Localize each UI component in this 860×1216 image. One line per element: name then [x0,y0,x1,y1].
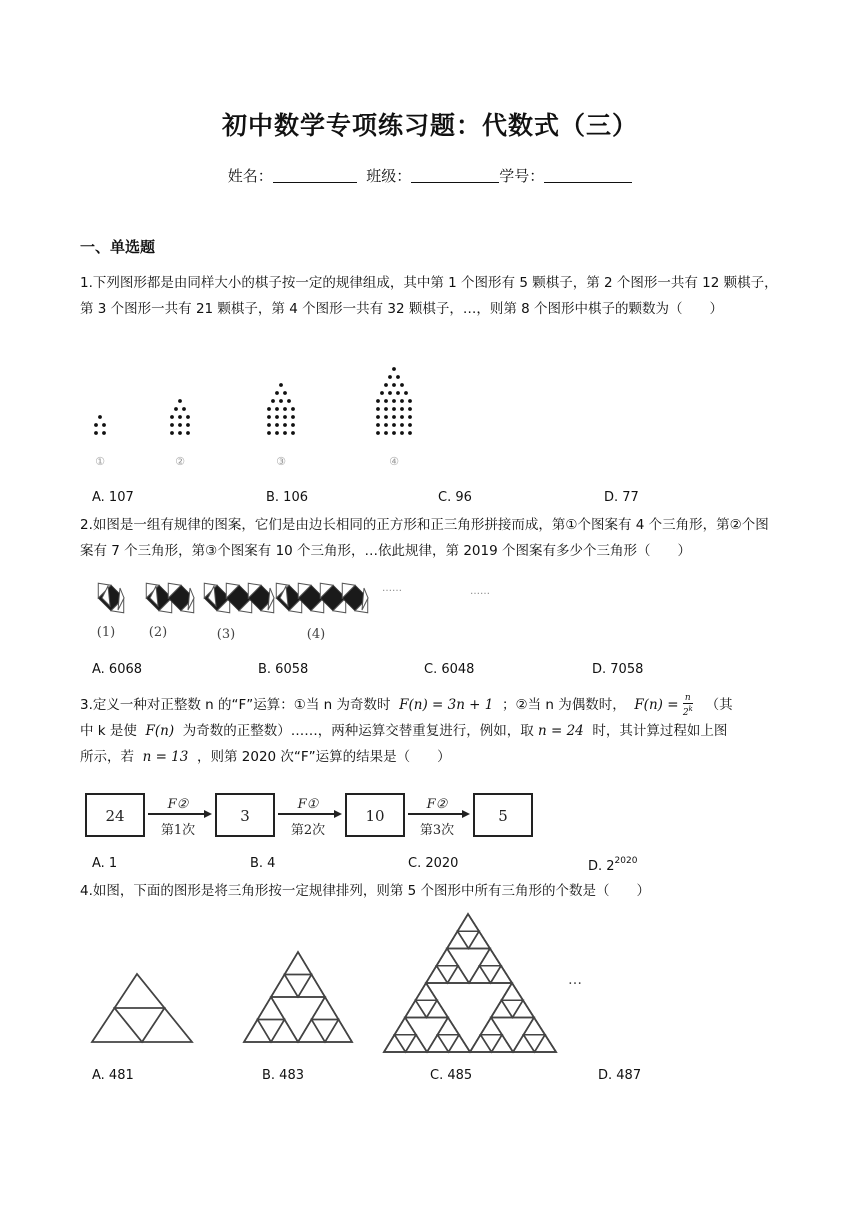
arrow-label-bottom: 第3次 [419,823,455,838]
triangle-shape [271,975,298,998]
triangle-shape [469,931,491,948]
chess-piece-dot [267,415,271,419]
chess-piece-dot [396,375,400,379]
triangle-shape [285,952,312,975]
chess-piece-dot [291,431,295,435]
triangle-shape [92,1008,142,1042]
chess-piece-dot [408,399,412,403]
triangle-shape [492,1035,514,1052]
q4-option-a[interactable]: A. 481 [92,1068,134,1083]
triangle-shape [312,1020,339,1043]
chess-piece-dot [392,367,396,371]
question-2-figure [88,576,490,646]
chess-piece-dot [267,423,271,427]
triangle-shape [469,966,491,983]
chess-piece-dot [271,399,275,403]
chess-piece-dot [283,431,287,435]
triangle-shape [285,975,312,998]
triangle-shape [426,966,448,983]
chess-piece-dot [186,423,190,427]
chess-piece-dot [182,407,186,411]
q3-text: ，则第 2020 次“F”运算的结果是（ ） [196,749,451,765]
chess-piece-dot [408,431,412,435]
triangle-shape [470,1035,492,1052]
arrow-label-bottom: 第2次 [290,823,326,838]
q3-text: 所示，若 [80,749,134,765]
flow-box-value: 24 [105,807,125,825]
chess-piece-dot [94,431,98,435]
q3-option-b[interactable]: B. 4 [250,856,276,871]
triangle-shape [312,997,339,1020]
triangle-shape [458,931,480,948]
q3-formula: F(n) [145,723,175,739]
chess-piece-dot [400,399,404,403]
q4-option-c[interactable]: C. 485 [430,1068,473,1083]
figure-ellipsis: …… [470,586,490,597]
q2-option-a[interactable]: A. 6068 [92,662,143,677]
q2-option-d[interactable]: D. 7058 [592,662,644,677]
id-blank [544,168,632,183]
chess-piece-dot [400,383,404,387]
triangle-shape [448,966,470,983]
triangle-shape [395,1035,417,1052]
chess-piece-dot [283,391,287,395]
q1-option-a[interactable]: A. 107 [92,490,134,505]
chess-piece-dot [275,407,279,411]
triangle-shape [298,1020,325,1043]
chess-piece-dot [384,407,388,411]
chess-piece-dot [400,423,404,427]
flow-box-value: 5 [498,807,508,825]
arrow-head [462,810,470,818]
chess-piece-dot [376,431,380,435]
question-3-line-3 [80,744,800,770]
q3-formula-even: F(n) = [634,697,679,713]
chess-piece-dot [174,407,178,411]
chess-piece-dot [384,383,388,387]
q3-text: 中 k 是使 [80,723,137,739]
student-info-line [0,165,860,186]
triangle-shape [258,997,285,1020]
flow-box-value: 3 [240,807,250,825]
chess-piece-dot [392,407,396,411]
question-4-text: 4.如图，下面的图形是将三角形按一定规律排列，则第 5 个图形中所有三角形的个数是（ ） [80,883,651,899]
triangle-shape [115,974,165,1008]
q3-text: 为奇数的正整数）……，两种运算交替重复进行，例如，取 [182,723,534,739]
fraction-denominator: 2 [682,707,689,718]
triangle-shape [416,983,438,1000]
triangle-shape [406,1035,428,1052]
triangle-shape [524,1018,546,1035]
chess-piece-dot [384,415,388,419]
chess-piece-dot [376,423,380,427]
chess-piece-dot [396,391,400,395]
triangle-shape [244,1020,271,1043]
arrow-label-top: F② [167,797,189,812]
chess-piece-dot [186,415,190,419]
triangle-shape [480,949,502,966]
chess-piece-dot [408,407,412,411]
triangle-shape [535,1035,557,1052]
q4-option-b[interactable]: B. 483 [262,1068,304,1083]
chess-piece-dot [408,423,412,427]
chess-piece-dot [170,431,174,435]
chess-piece-dot [400,431,404,435]
question-1-text: 1.下列图形都是由同样大小的棋子按一定的规律组成，其中第 1 个图形有 5 颗棋子，第 2 个图形一共有 12 颗棋子，第 3 个图形一共有 21 颗棋子，第 4 个图形一共有 32 颗棋子，…，则第 8 个图形中棋子的颗数为（ ） [80,275,778,317]
chess-piece-dot [384,431,388,435]
figure-label: (1) [96,625,116,640]
q3-formula: n = 13 [142,749,189,765]
figure-label: ③ [276,455,286,468]
q4-option-d[interactable]: D. 487 [598,1068,642,1083]
triangle-shape [524,1035,546,1052]
q1-option-c[interactable]: C. 96 [438,490,472,505]
chess-piece-dot [178,423,182,427]
q3-text: （其 [705,697,733,713]
class-blank [411,168,499,183]
triangle-shape [427,1035,449,1052]
chess-piece-dot [170,423,174,427]
chess-piece-dot [400,407,404,411]
page-title: 初中数学专项练习题：代数式（三） [221,111,638,140]
arrow-label-top: F② [426,797,448,812]
triangle-shape [271,1020,298,1043]
arrow-label-top: F① [297,797,319,812]
flow-box-value: 10 [365,807,385,825]
chess-piece-dot [178,431,182,435]
chess-piece-dot [102,423,106,427]
class-label: 班级： [366,167,412,185]
triangle-shape [480,966,502,983]
chess-piece-dot [376,407,380,411]
triangle-shape [258,1020,285,1043]
chess-piece-dot [380,391,384,395]
fraction-numerator: n [683,693,693,704]
triangle-shape [325,1020,352,1043]
triangle-shape [447,931,469,948]
chess-piece-dot [392,415,396,419]
chess-piece-dot [404,391,408,395]
q2-option-c[interactable]: C. 6048 [424,662,475,677]
chess-piece-dot [388,375,392,379]
q3-option-a[interactable]: A. 1 [92,856,118,871]
chess-piece-dot [283,423,287,427]
chess-piece-dot [376,399,380,403]
triangle-shape [438,1018,460,1035]
chess-piece-dot [283,415,287,419]
chess-piece-dot [291,423,295,427]
chess-piece-dot [279,399,283,403]
chess-piece-dot [376,415,380,419]
q3-text: 3.定义一种对正整数 n 的“F”运算：①当 n 为奇数时 [80,697,391,713]
triangle-shape [142,1008,192,1042]
chess-piece-dot [98,415,102,419]
triangle-shape [502,983,524,1000]
figure-label: (3) [216,627,236,642]
chess-piece-dot [178,399,182,403]
chess-piece-dot [170,415,174,419]
chess-piece-dot [388,391,392,395]
triangle-shape [384,1035,406,1052]
q3-option-c[interactable]: C. 2020 [408,856,459,871]
triangle-shape [481,1035,503,1052]
triangle-shape [437,949,459,966]
triangle-shape [491,1000,513,1017]
chess-piece-dot [102,431,106,435]
section-heading: 一、单选题 [80,238,156,256]
q3-text: 时，其计算过程如上图 [592,723,728,739]
triangle-shape [405,1000,427,1017]
chess-piece-dot [267,431,271,435]
triangle-shape [513,1000,535,1017]
figure-ellipsis: …… [382,583,402,594]
q2-option-b[interactable]: B. 6058 [258,662,309,677]
chess-piece-dot [400,415,404,419]
triangle-shape [502,1000,524,1017]
chess-piece-dot [283,407,287,411]
q3-option-d-exponent: 2020 [614,856,638,866]
figure-label: ④ [389,455,399,468]
triangle-shape [416,1000,438,1017]
figure-label: ② [175,455,185,468]
chess-piece-dot [279,383,283,387]
chess-piece-dot [267,407,271,411]
chess-piece-dot [384,399,388,403]
triangle-shape [298,975,325,998]
chess-piece-dot [291,415,295,419]
triangle-shape [395,1018,417,1035]
id-label: 学号： [499,167,545,185]
chess-piece-dot [178,415,182,419]
q3-formula: n = 24 [538,723,584,739]
q1-option-d[interactable]: D. 77 [604,490,639,505]
chess-piece-dot [275,423,279,427]
question-3-line-2 [80,718,800,744]
chess-piece-dot [186,431,190,435]
q3-formula-odd: F(n) = 3n + 1 [399,697,494,713]
triangle-shape [481,1018,503,1035]
figure-label: (2) [148,625,168,640]
q3-option-d[interactable] [588,856,637,874]
question-3-flow-diagram [80,786,540,842]
q1-option-b[interactable]: B. 106 [266,490,308,505]
q3-fraction [683,693,693,718]
q3-option-d-base: D. 2 [588,859,615,874]
chess-piece-dot [384,423,388,427]
triangle-shape [427,1000,449,1017]
chess-piece-dot [392,431,396,435]
chess-piece-dot [275,431,279,435]
arrow-head [334,810,342,818]
chess-piece-dot [408,415,412,419]
figure-label: (4) [306,627,326,642]
triangle-shape [491,966,513,983]
chess-piece-dot [392,383,396,387]
fraction-exponent: k [688,704,693,713]
chess-piece-dot [392,399,396,403]
triangle-shape [449,1035,471,1052]
chess-piece-dot [275,415,279,419]
name-label: 姓名： [227,167,273,185]
arrow-label-bottom: 第1次 [160,823,196,838]
chess-piece-dot [94,423,98,427]
triangle-shape [513,1035,535,1052]
chess-piece-dot [392,423,396,427]
figure-label: ① [95,455,105,468]
question-3-line-1 [80,692,800,718]
triangle-shape [115,1008,165,1042]
figure-ellipsis: … [568,972,582,988]
q3-text: ；②当 n 为偶数时， [501,697,626,713]
triangle-shape [458,914,480,931]
chess-piece-dot [291,407,295,411]
triangle-shape [437,966,459,983]
name-blank [273,168,357,183]
arrow-head [204,810,212,818]
triangle-shape [438,1035,460,1052]
chess-piece-dot [287,399,291,403]
question-4-figure [80,912,600,1060]
question-2-text: 2.如图是一组有规律的图案，它们是由边长相同的正方形和正三角形拼接而成，第①个图案有 4 个三角形，第②个图案有 7 个三角形，第③个图案有 10 个三角形，…依此规律，第 2019 个图案有多少个三角形（ ） [80,517,769,559]
chess-piece-dot [275,391,279,395]
question-1-figure [80,355,440,475]
